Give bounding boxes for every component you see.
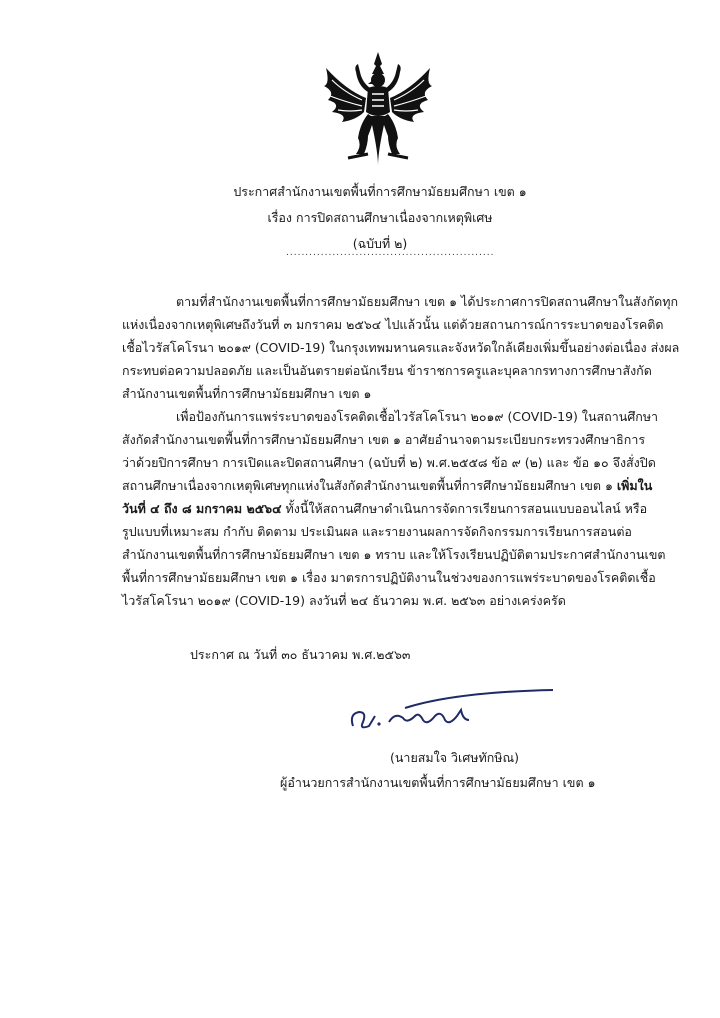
- paragraph-2-line: สำนักงานเขตพื้นที่การศึกษามัธยมศึกษา เขต ๑ ทราบ และให้โรงเรียนปฏิบัติตามประกาศสำนักงานเขต: [122, 547, 666, 562]
- paragraph-2-line: สังกัดสำนักงานเขตพื้นที่การศึกษามัธยมศึกษา เขต ๑ อาศัยอำนาจตามระเบียบกระทรวงศึกษาธิการ: [122, 432, 646, 447]
- garuda-emblem-icon: [318, 50, 438, 168]
- paragraph-2: [122, 405, 666, 612]
- announcement-subject: เรื่อง การปิดสถานศึกษาเนื่องจากเหตุพิเศษ: [267, 210, 493, 225]
- handwritten-signature: [345, 686, 555, 736]
- paragraph-2-line: [122, 497, 648, 520]
- announcement-title: ประกาศสำนักงานเขตพื้นที่การศึกษามัธยมศึกษา เขต ๑: [233, 184, 527, 199]
- paragraph-1-line: เชื้อไวรัสโคโรนา ๒๐๑๙ (COVID-19) ในกรุงเทพมหานครและจังหวัดใกล้เคียงเพิ่มขึ้นอย่างต่อเนื่อง ส่งผล: [122, 340, 680, 355]
- paragraph-2-line: ไวรัสโคโรนา ๒๐๑๙ (COVID-19) ลงวันที่ ๒๔ ธันวาคม พ.ศ. ๒๕๖๓ อย่างเคร่งครัด: [122, 593, 566, 608]
- paragraph-2-line: ว่าด้วยปิการศึกษา การเปิดและปิดสถานศึกษา (ฉบับที่ ๒) พ.ศ.๒๕๕๘ ข้อ ๙ (๒) และ ข้อ ๑๐ จึงสั่งปิด: [122, 455, 656, 470]
- paragraph-2-text: สถานศึกษาเนื่องจากเหตุพิเศษทุกแห่งในสังกัดสำนักงานเขตพื้นที่การศึกษามัธยมศึกษา เขต ๑: [122, 478, 617, 493]
- paragraph-2-line: รูปแบบที่เหมาะสม กำกับ ติดตาม ประเมินผล และรายงานผลการจัดกิจกรรมการเรียนการสอนต่อ: [122, 524, 632, 539]
- title-divider: ......................................................: [286, 248, 495, 258]
- paragraph-1-line: ตามที่สำนักงานเขตพื้นที่การศึกษามัธยมศึกษา เขต ๑ ได้ประกาศการปิดสถานศึกษาในสังกัดทุก: [176, 294, 679, 309]
- paragraph-1-line: แห่งเนื่องจากเหตุพิเศษถึงวันที่ ๓ มกราคม ๒๕๖๔ ไปแล้วนั้น แต่ด้วยสถานการณ์การระบาดของโรคติด: [122, 317, 664, 332]
- paragraph-1-line: สำนักงานเขตพื้นที่การศึกษามัธยมศึกษา เขต ๑: [122, 386, 372, 401]
- paragraph-1: [122, 290, 680, 405]
- announcement-issue: (ฉบับที่ ๒): [352, 236, 408, 251]
- signer-name: (นายสมใจ วิเศษทักษิณ): [390, 750, 520, 765]
- closure-dates-emphasis: วันที่ ๔ ถึง ๘ มกราคม ๒๕๖๔: [122, 501, 282, 516]
- announcement-date: ประกาศ ณ วันที่ ๓๐ ธันวาคม พ.ศ.๒๕๖๓: [190, 647, 411, 662]
- paragraph-2-line: เพื่อป้องกันการแพร่ระบาดของโรคติดเชื้อไวรัสโคโรนา ๒๐๑๙ (COVID-19) ในสถานศึกษา: [176, 409, 659, 424]
- paragraph-2-line: พื้นที่การศึกษามัธยมศึกษา เขต ๑ เรื่อง มาตรการปฏิบัติงานในช่วงของการแพร่ระบาดของโรคติดเชื้อ: [122, 570, 656, 585]
- paragraph-2-text: ทั้งนี้ให้สถานศึกษาดำเนินการจัดการเรียนการสอนแบบออนไลน์ หรือ: [281, 501, 648, 516]
- paragraph-2-line: [122, 474, 653, 497]
- signer-position: ผู้อำนวยการสำนักงานเขตพื้นที่การศึกษามัธยมศึกษา เขต ๑: [280, 775, 596, 790]
- paragraph-1-line: กระทบต่อความปลอดภัย และเป็นอันตรายต่อนักเรียน ข้าราชการครูและบุคลากรทางการศึกษาสังกัด: [122, 363, 652, 378]
- closure-extension-emphasis: เพิ่มใน: [616, 478, 653, 493]
